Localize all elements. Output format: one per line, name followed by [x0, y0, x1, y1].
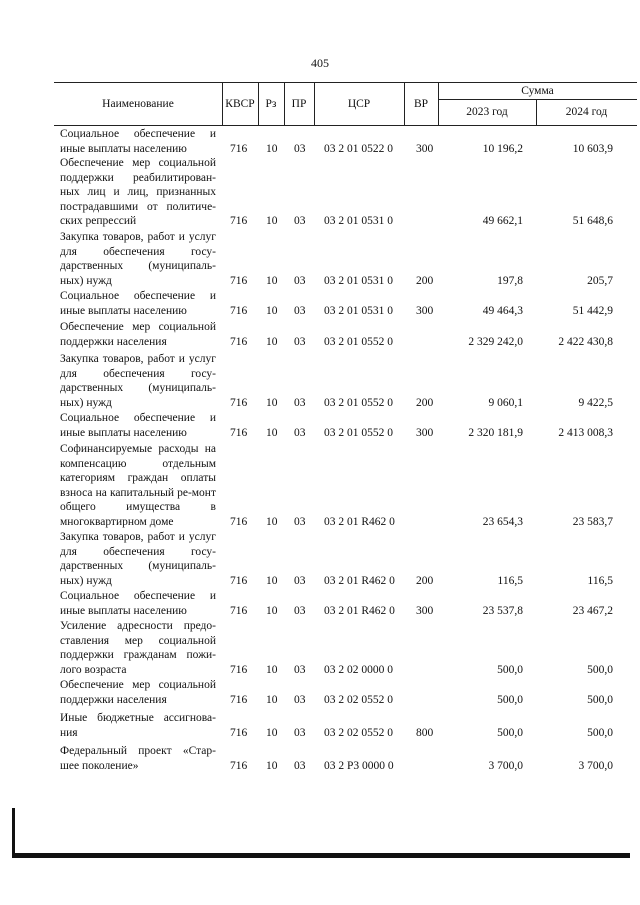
- row-csr: 03 2 01 R462 0: [324, 604, 395, 617]
- row-kvsr: 716: [230, 335, 248, 348]
- row-pr: 03: [294, 215, 306, 227]
- row-csr: 03 2 01 0531 0: [324, 215, 393, 227]
- row-sum-2024: 500,0: [587, 726, 613, 739]
- table-row: [0, 678, 640, 707]
- table-row: [0, 411, 640, 440]
- row-rz: 10: [266, 515, 278, 528]
- row-csr: 03 2 01 0531 0: [324, 274, 393, 287]
- row-pr: 03: [294, 142, 306, 155]
- row-rz: 10: [266, 726, 278, 739]
- row-name: Социальное обеспечение и иные выплаты населению: [60, 590, 216, 617]
- row-pr: 03: [294, 335, 306, 348]
- header-pr: ПР: [291, 98, 307, 110]
- row-pr: 03: [294, 574, 306, 587]
- header-vr: ВР: [413, 98, 429, 110]
- header-name: Наименование: [102, 98, 174, 110]
- row-sum-2023: 500,0: [497, 726, 523, 739]
- row-pr: 03: [294, 274, 306, 287]
- row-sum-2024: 51 648,6: [572, 215, 613, 227]
- table-row: [0, 352, 640, 410]
- row-csr: 03 2 01 R462 0: [324, 515, 395, 528]
- row-kvsr: 716: [230, 693, 248, 706]
- row-csr: 03 2 01 0552 0: [324, 396, 393, 409]
- row-rz: 10: [266, 574, 278, 587]
- row-sum-2023: 49 464,3: [482, 304, 523, 317]
- table-row: [0, 289, 640, 318]
- row-kvsr: 716: [230, 574, 248, 587]
- row-sum-2023: 2 329 242,0: [468, 335, 523, 348]
- scan-edge-left: [12, 808, 15, 858]
- row-sum-2023: 116,5: [497, 574, 523, 587]
- row-kvsr: 716: [230, 274, 248, 287]
- table-row: [0, 744, 640, 773]
- row-rz: 10: [266, 759, 278, 772]
- row-rz: 10: [266, 274, 278, 287]
- row-name: Иные бюджетные ассигнова-ния: [60, 712, 216, 739]
- row-rz: 10: [266, 604, 278, 617]
- row-name: Усиление адресности предо-ставления мер социальной поддержки гражданам пожи-лого возраста: [60, 620, 216, 676]
- table-row: [0, 530, 640, 588]
- row-sum-2024: 10 603,9: [572, 142, 613, 155]
- row-name: Обеспечение мер социальной поддержки населения: [60, 679, 216, 706]
- table-row: [0, 320, 640, 349]
- row-pr: 03: [294, 396, 306, 409]
- row-sum-2024: 116,5: [587, 574, 613, 587]
- header-kvsr: КВСР: [225, 98, 255, 110]
- row-rz: 10: [266, 426, 278, 439]
- scan-edge-bottom: [12, 853, 630, 858]
- row-vr: 200: [416, 574, 434, 587]
- row-rz: 10: [266, 142, 278, 155]
- row-name: Социальное обеспечение и иные выплаты населению: [60, 128, 216, 155]
- row-name: Закупка товаров, работ и услуг для обеспечения госу-дарственных (муниципаль-ных) нужд: [60, 531, 216, 587]
- row-csr: 03 2 01 0522 0: [324, 142, 393, 155]
- row-sum-2023: 10 196,2: [482, 142, 523, 155]
- header-rz: Рз: [265, 98, 277, 110]
- row-rz: 10: [266, 396, 278, 409]
- table-header: [54, 82, 637, 126]
- row-vr: 200: [416, 396, 434, 409]
- row-vr: 300: [416, 426, 434, 439]
- row-sum-2024: 51 442,9: [572, 304, 613, 317]
- row-sum-2024: 3 700,0: [578, 759, 613, 772]
- row-kvsr: 716: [230, 304, 248, 317]
- row-pr: 03: [294, 604, 306, 617]
- header-summa: Сумма: [521, 85, 554, 97]
- row-sum-2023: 49 662,1: [482, 215, 523, 227]
- row-sum-2024: 2 413 008,3: [558, 426, 613, 439]
- row-name: Федеральный проект «Стар-шее поколение»: [60, 745, 216, 772]
- row-name: Закупка товаров, работ и услуг для обеспечения госу-дарственных (муниципаль-ных) нужд: [60, 353, 216, 409]
- row-name: Социальное обеспечение и иные выплаты населению: [60, 412, 216, 439]
- row-sum-2024: 23 467,2: [572, 604, 613, 617]
- row-vr: 300: [416, 142, 434, 155]
- row-sum-2024: 205,7: [587, 274, 613, 287]
- row-csr: 03 2 02 0000 0: [324, 663, 393, 676]
- table-row: [0, 442, 640, 529]
- row-kvsr: 716: [230, 604, 248, 617]
- table-row: [0, 156, 640, 229]
- table-row: [0, 619, 640, 677]
- row-sum-2023: 500,0: [497, 663, 523, 676]
- table-row: [0, 711, 640, 740]
- row-csr: 03 2 01 0552 0: [324, 426, 393, 439]
- row-kvsr: 716: [230, 142, 248, 155]
- row-sum-2024: 2 422 430,8: [558, 335, 613, 348]
- table-row: [0, 127, 640, 156]
- row-rz: 10: [266, 335, 278, 348]
- row-sum-2023: 3 700,0: [488, 759, 523, 772]
- table-row: [0, 230, 640, 288]
- row-kvsr: 716: [230, 663, 248, 676]
- row-sum-2023: 500,0: [497, 693, 523, 706]
- row-pr: 03: [294, 426, 306, 439]
- page-number: 405: [311, 56, 329, 70]
- row-kvsr: 716: [230, 396, 248, 409]
- row-pr: 03: [294, 515, 306, 528]
- row-name: Обеспечение мер социальной поддержки населения: [60, 321, 216, 348]
- row-name: Обеспечение мер социальной поддержки реабилитирован-ных лиц и лиц, признанных пострадавшими от политиче-ских репрессий: [60, 157, 216, 227]
- row-kvsr: 716: [230, 726, 248, 739]
- row-sum-2024: 23 583,7: [572, 515, 613, 528]
- row-pr: 03: [294, 693, 306, 706]
- row-pr: 03: [294, 759, 306, 772]
- row-sum-2024: 9 422,5: [578, 396, 613, 409]
- row-csr: 03 2 01 0552 0: [324, 335, 393, 348]
- row-pr: 03: [294, 726, 306, 739]
- row-sum-2023: 197,8: [497, 274, 523, 287]
- row-csr: 03 2 02 0552 0: [324, 726, 393, 739]
- row-csr: 03 2 02 0552 0: [324, 693, 393, 706]
- row-vr: 800: [416, 726, 434, 739]
- row-rz: 10: [266, 663, 278, 676]
- row-name: Софинансируемые расходы на компенсацию отдельным категориям граждан оплаты взноса на капитальный ре-монт общего имущества в многоквартирном доме: [60, 443, 216, 528]
- row-vr: 200: [416, 274, 434, 287]
- row-vr: 300: [416, 304, 434, 317]
- row-rz: 10: [266, 304, 278, 317]
- row-vr: 300: [416, 604, 434, 617]
- header-2024: 2024 год: [565, 106, 608, 118]
- row-name: Закупка товаров, работ и услуг для обеспечения госу-дарственных (муниципаль-ных) нужд: [60, 231, 216, 287]
- row-kvsr: 716: [230, 426, 248, 439]
- header-2023: 2023 год: [466, 106, 508, 118]
- row-rz: 10: [266, 693, 278, 706]
- row-sum-2024: 500,0: [587, 663, 613, 676]
- row-csr: 03 2 01 R462 0: [324, 574, 395, 587]
- row-sum-2023: 2 320 181,9: [468, 426, 523, 439]
- row-csr: 03 2 01 0531 0: [324, 304, 393, 317]
- row-name: Социальное обеспечение и иные выплаты населению: [60, 290, 216, 317]
- row-kvsr: 716: [230, 759, 248, 772]
- row-sum-2023: 23 654,3: [482, 515, 523, 528]
- row-pr: 03: [294, 663, 306, 676]
- row-sum-2023: 23 537,8: [482, 604, 523, 617]
- row-kvsr: 716: [230, 215, 248, 227]
- row-kvsr: 716: [230, 515, 248, 528]
- row-sum-2023: 9 060,1: [488, 396, 523, 409]
- row-csr: 03 2 P3 0000 0: [324, 759, 394, 772]
- header-csr: ЦСР: [347, 98, 371, 110]
- row-sum-2024: 500,0: [587, 693, 613, 706]
- table-row: [0, 589, 640, 618]
- row-pr: 03: [294, 304, 306, 317]
- row-rz: 10: [266, 215, 278, 227]
